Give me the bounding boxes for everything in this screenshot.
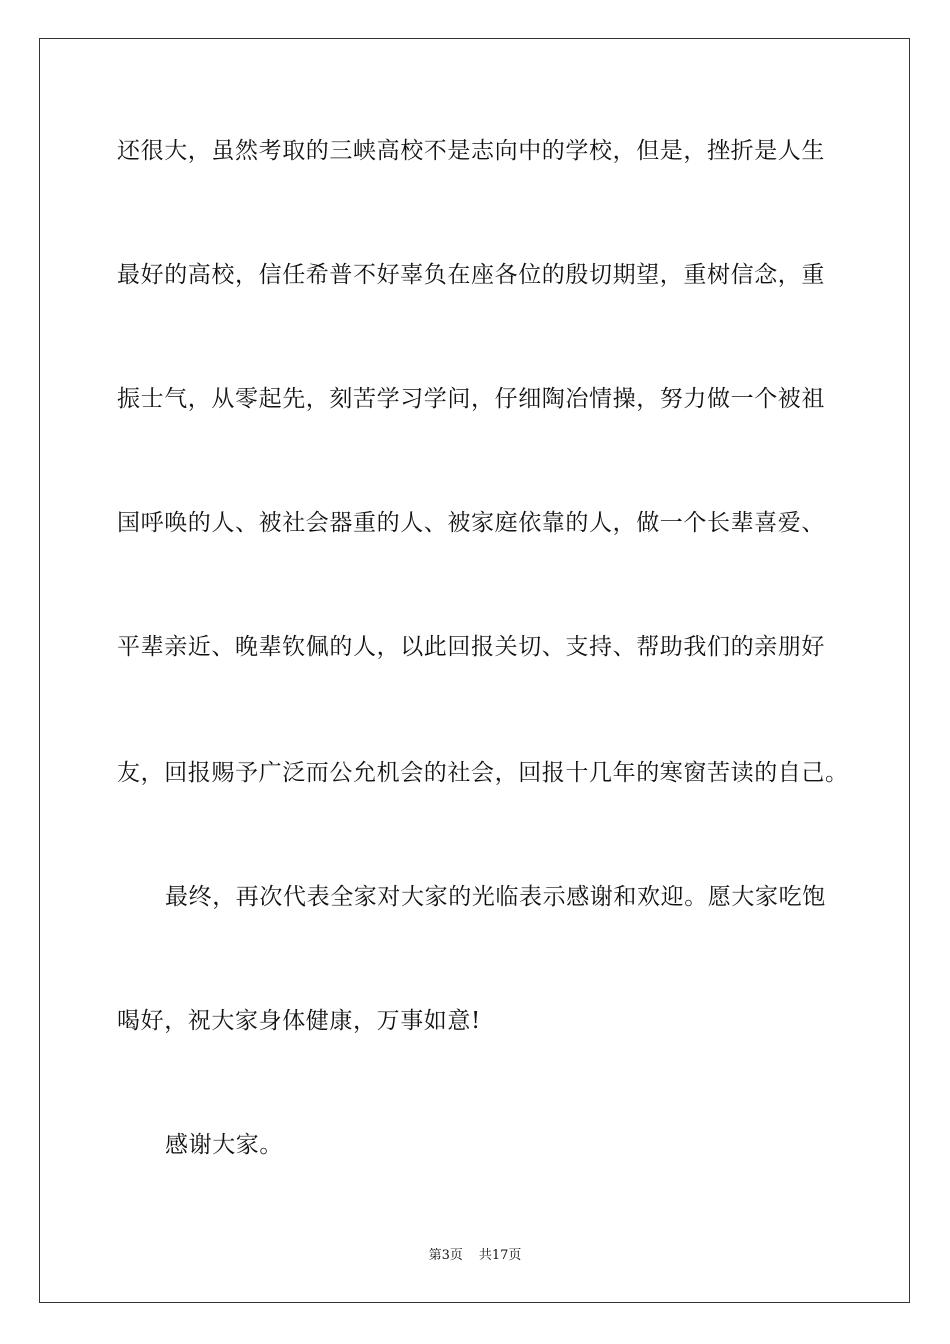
body-line-3: 振士气，从零起先，刻苦学习学问，仔细陶冶情操，努力做一个被祖 [117, 386, 825, 412]
page-number: 第3页 [428, 1248, 463, 1263]
body-line-6: 友，回报赐予广泛而公允机会的社会，回报十几年的寒窗苦读的自己。 [117, 760, 849, 786]
page-total: 共17页 [478, 1248, 522, 1263]
body-line-8: 喝好，祝大家身体健康，万事如意! [117, 1008, 481, 1034]
body-line-1: 还很大，虽然考取的三峡高校不是志向中的学校，但是，挫折是人生 [117, 138, 825, 164]
closing-line: 感谢大家。 [165, 1132, 283, 1158]
page-border [39, 38, 910, 1303]
body-line-4: 国呼唤的人、被社会器重的人、被家庭依靠的人，做一个长辈喜爱、 [117, 510, 825, 536]
body-line-2: 最好的高校，信任希普不好辜负在座各位的殷切期望，重树信念，重 [117, 262, 825, 288]
body-line-7: 最终，再次代表全家对大家的光临表示感谢和欢迎。愿大家吃饱 [165, 884, 826, 910]
body-line-5: 平辈亲近、晚辈钦佩的人，以此回报关切、支持、帮助我们的亲朋好 [117, 634, 825, 660]
page-footer [0, 1247, 950, 1265]
